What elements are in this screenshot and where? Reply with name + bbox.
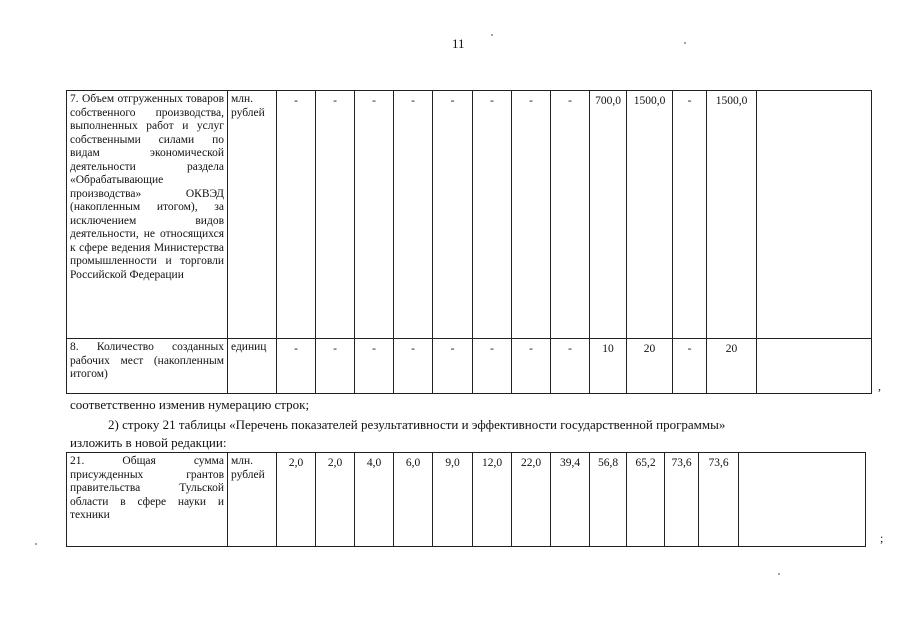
instruction-line-3: изложить в новой редакции: [70, 435, 227, 450]
value-cell: - [551, 91, 590, 339]
value-cell: - [277, 339, 316, 394]
value-cell: - [277, 91, 316, 339]
value-cell: 73,6 [665, 453, 699, 547]
indicator-name: 21. Общая сумма присужденных грантов правительства Тульской области в сфере науки и техники [67, 453, 228, 547]
value-cell: - [473, 339, 512, 394]
scan-speck [684, 42, 686, 44]
table-row [67, 91, 872, 339]
value-cell: - [355, 339, 394, 394]
page-number: 11 [452, 36, 465, 51]
table-row [67, 453, 866, 547]
value-cell: 4,0 [355, 453, 394, 547]
value-cell: 6,0 [394, 453, 433, 547]
value-cell: 700,0 [590, 91, 627, 339]
value-cell: 1500,0 [627, 91, 673, 339]
value-cell [757, 91, 872, 339]
trailing-comma: , [878, 379, 881, 393]
trailing-semicolon: ; [880, 531, 884, 545]
unit-cell: млн. рублей [228, 453, 277, 547]
value-cell: - [316, 91, 355, 339]
value-cell: 20 [627, 339, 673, 394]
value-cell: - [355, 91, 394, 339]
value-cell: 10 [590, 339, 627, 394]
indicators-table-top [66, 90, 872, 394]
scan-speck [778, 573, 780, 575]
scan-speck [491, 34, 493, 36]
value-cell: - [473, 91, 512, 339]
instruction-line-2: 2) строку 21 таблицы «Перечень показателей результативности и эффективности государственной программы» [108, 417, 726, 432]
indicator-name: 8. Количество созданных рабочих мест (накопленным итогом) [67, 339, 228, 394]
unit-cell: единиц [228, 339, 277, 394]
value-cell: 2,0 [316, 453, 355, 547]
value-cell: 56,8 [590, 453, 627, 547]
table-row [67, 339, 872, 394]
value-cell [757, 339, 872, 394]
value-cell: 2,0 [277, 453, 316, 547]
indicator-name: 7. Объем отгруженных товаров собственного производства, выполненных работ и услуг собственными силами по видам экономической деятельности раздела «Обрабатывающие производства» ОКВЭД (накопленным итогом), за исключением видов деятельности, не относящихся к сфере ведения Министерства промышленности и торговли Российской Федерации [67, 91, 228, 339]
unit-cell: млн. рублей [228, 91, 277, 339]
value-cell: 73,6 [699, 453, 739, 547]
value-cell: - [512, 91, 551, 339]
value-cell: - [551, 339, 590, 394]
value-cell: - [433, 339, 473, 394]
value-cell: 12,0 [473, 453, 512, 547]
value-cell: - [394, 91, 433, 339]
value-cell: 20 [707, 339, 757, 394]
scan-speck [35, 543, 37, 545]
value-cell: - [316, 339, 355, 394]
value-cell: 9,0 [433, 453, 473, 547]
value-cell: - [394, 339, 433, 394]
indicators-table-bottom [66, 452, 866, 547]
value-cell: - [433, 91, 473, 339]
value-cell: - [512, 339, 551, 394]
value-cell: 1500,0 [707, 91, 757, 339]
value-cell: - [673, 339, 707, 394]
value-cell: 65,2 [627, 453, 665, 547]
value-cell: 39,4 [551, 453, 590, 547]
value-cell: - [673, 91, 707, 339]
instruction-line-1: соответственно изменив нумерацию строк; [70, 397, 310, 412]
value-cell [739, 453, 866, 547]
value-cell: 22,0 [512, 453, 551, 547]
